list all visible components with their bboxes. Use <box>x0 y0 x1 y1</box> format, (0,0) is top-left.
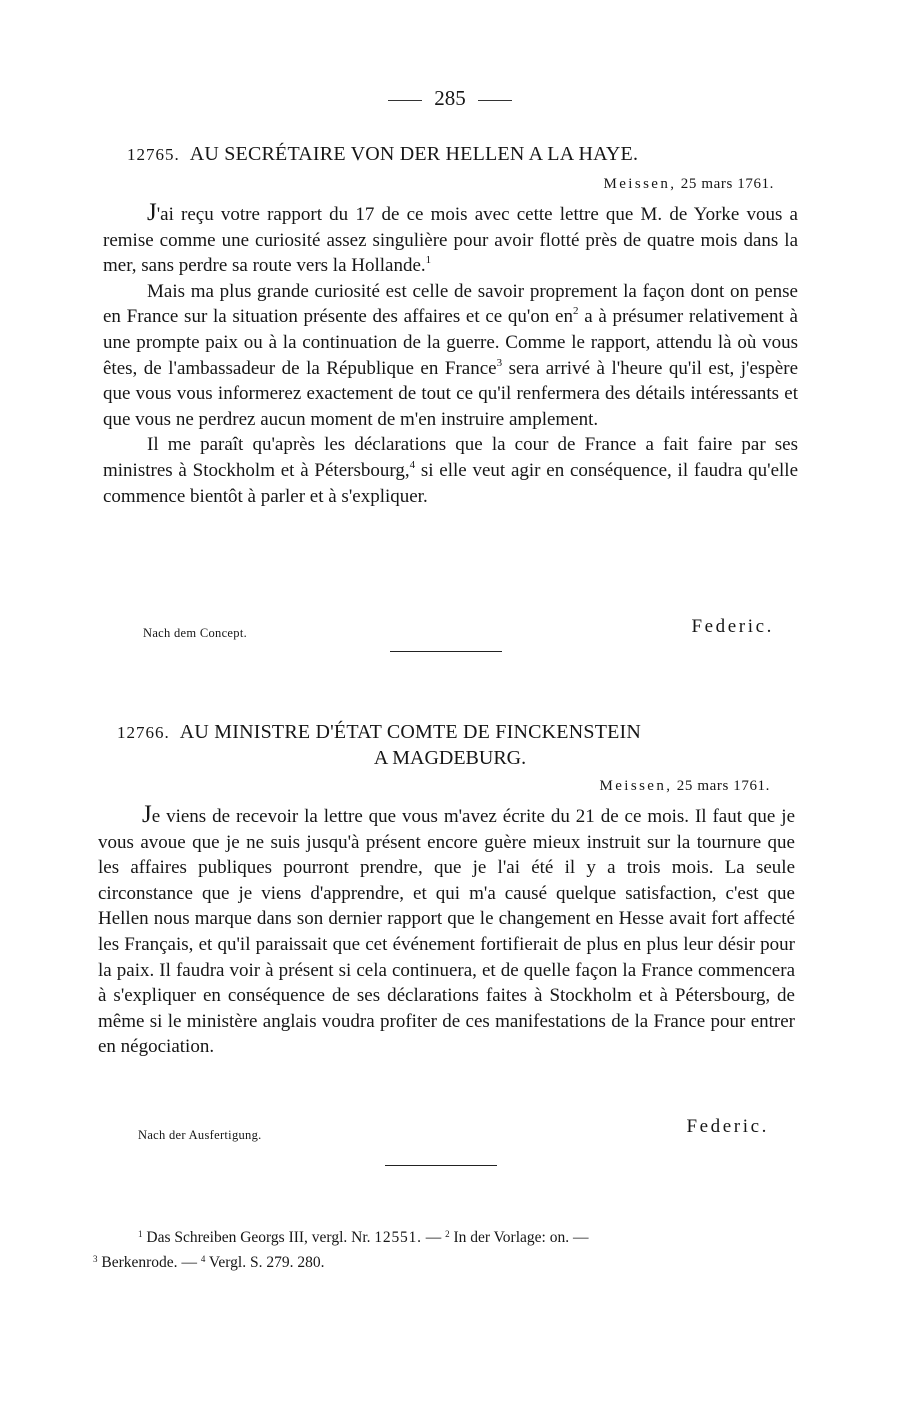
footnote-marker: 1 <box>138 1229 143 1239</box>
footnote-separator: — <box>572 1229 589 1246</box>
letter-title: AU SECRÉTAIRE VON DER HELLEN A LA HAYE. <box>189 143 639 165</box>
letter-body <box>98 801 795 1060</box>
letter-heading <box>117 721 641 744</box>
letter-body <box>103 199 799 509</box>
source-note: Nach der Ausfertigung. <box>138 1128 262 1142</box>
footnote-separator: — <box>425 1229 442 1246</box>
footnote-mark: 4 <box>409 458 416 471</box>
letter-title-line2: A MAGDEBURG. <box>373 747 527 769</box>
page-number <box>0 86 900 111</box>
footnote-mark: 3 <box>496 356 503 369</box>
page-number-text: 285 <box>434 86 466 110</box>
initial-letter: J <box>142 801 152 828</box>
letter-heading <box>127 143 638 166</box>
footnote-text: In der Vorlage: on. <box>453 1229 570 1246</box>
footnote-text: Berkenrode. <box>101 1254 178 1271</box>
section-divider <box>390 651 502 652</box>
letter-paragraph <box>103 279 798 433</box>
letter-dateline <box>599 778 770 795</box>
paragraph-text: si elle veut agir en conséquence, il faudra qu'elle commence bientôt à parler et à s'expliquer. <box>103 459 799 507</box>
footnote-marker: 4 <box>200 1254 206 1264</box>
letter-paragraph <box>103 199 798 279</box>
dateline-date: 25 mars 1761. <box>676 778 770 794</box>
footnote-mark: 1 <box>425 254 432 267</box>
footnote-separator: — <box>181 1254 197 1271</box>
footnote-marker: 2 <box>445 1229 450 1239</box>
letter-paragraph <box>98 801 795 1060</box>
signature: Federic. <box>691 616 774 637</box>
dateline-place: Meissen, <box>599 778 673 794</box>
source-note: Nach dem Concept. <box>143 626 248 640</box>
paragraph-text: e viens de recevoir la lettre que vous m'avez écrite du 21 de ce mois. Il faut que je vous avoue que je ne suis jusqu'à présent encore guère mieux instruit sur la tournure que les affaires publiques pourront prendre, que je l'ai été il y a trois mois. La seule circonstance que je viens d'apprendre, et qui m'a causé quelque satisfaction, c'est que Hellen nous marque dans son dernier rapport que le changement en Hesse avait fort affecté les Français, et qu'il paraissait que cet événement fortifierait de plus en plus leur désir pour la paix. Il faudra voir à présent si cela continuera, et de quelle façon la France commencera à s'expliquer en conséquence de ses déclarations faites à Stockholm et à Pétersbourg, de même si le ministère anglais voudra profiter de ces manifestations de la France pour entrer en négociation. <box>98 806 795 1058</box>
signature: Federic. <box>686 1116 769 1137</box>
letter-title: AU MINISTRE D'ÉTAT COMTE DE FINCKENSTEIN <box>179 721 642 743</box>
footnotes <box>93 1225 793 1275</box>
letter-dateline <box>603 176 774 193</box>
paragraph-text: sera arrivé à l'heure qu'il est, j'espère que vous vous informerez exactement de tout ce qu'il renfermera des détails intéressants et que vous ne perdrez aucun moment de m'en instruire amplement. <box>103 357 799 430</box>
footnote-text: 12551. <box>374 1229 422 1246</box>
footnote-marker: 3 <box>93 1254 98 1264</box>
letter-number: 12765. <box>127 145 180 164</box>
page-number-dash-right <box>478 100 512 101</box>
initial-letter: J <box>147 199 157 226</box>
paragraph-text: 'ai reçu votre rapport du 17 de ce mois avec cette lettre que M. de Yorke vous a remise comme une curiosité assez singulière pour avoir flotté près de quatre mois dans la mer, sans perdre sa route vers la Hollande. <box>103 204 798 277</box>
footnote-line <box>93 1225 793 1250</box>
footnote-text: Vergl. S. 279. 280. <box>208 1254 325 1271</box>
footnote-mark: 2 <box>572 305 579 318</box>
dateline-date: 25 mars 1761. <box>680 176 774 192</box>
paragraph-text: Il me paraît qu'après les déclarations que la cour de France a fait faire par ses ministres à Stockholm et à Pétersbourg, <box>103 434 798 481</box>
paragraph-text: Mais ma plus grande curiosité est celle de savoir proprement la façon dont on pense en France sur la situation présente des affaires et ce qu'on en <box>103 280 798 328</box>
letter-paragraph <box>103 432 798 509</box>
dateline-place: Meissen, <box>603 176 677 192</box>
page-number-dash-left <box>388 100 422 101</box>
paragraph-text: a à présumer relativement à une prompte paix ou à la continuation de la guerre. Comme le rapport, attendu là où vous êtes, de l'ambassadeur de la République en France <box>103 306 798 379</box>
footnote-text: Das Schreiben Georgs III, vergl. Nr. <box>146 1229 371 1246</box>
letter-number: 12766. <box>117 723 170 742</box>
footnote-divider <box>385 1165 497 1166</box>
footnote-line <box>93 1250 793 1275</box>
